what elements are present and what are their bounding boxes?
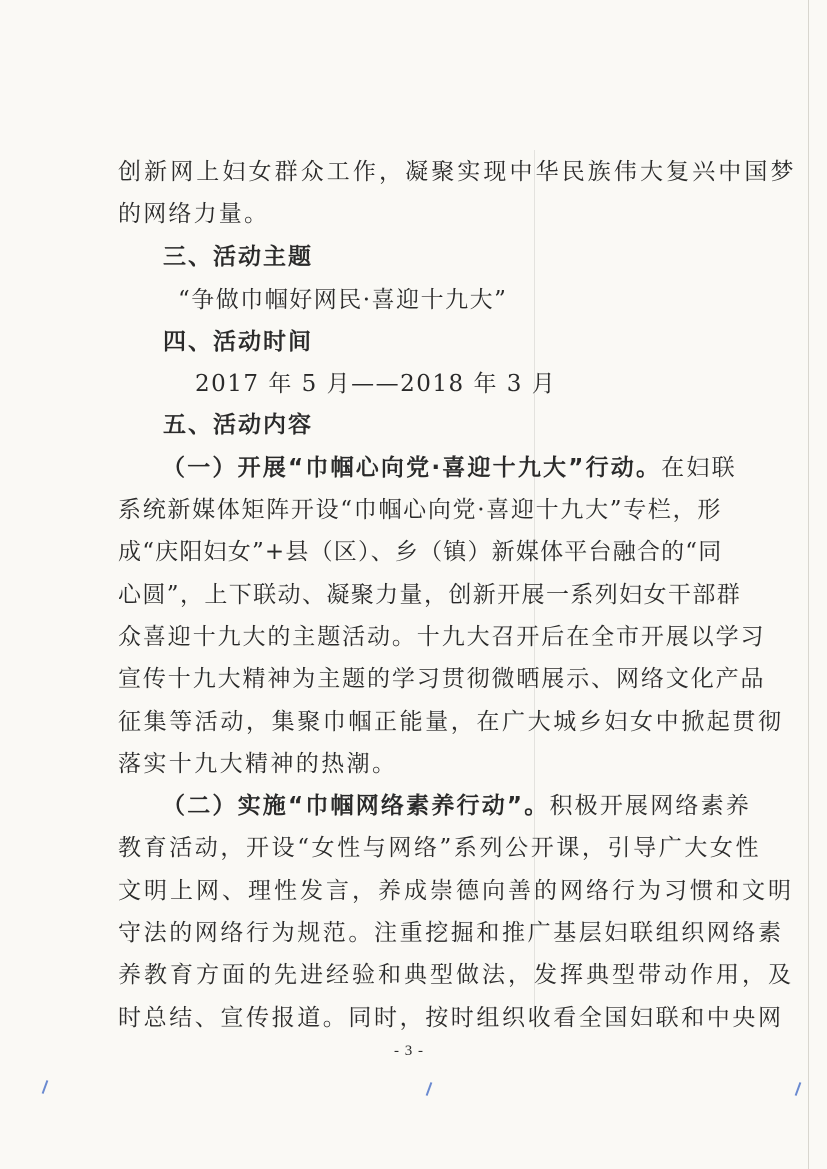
paragraph-1-first-line (162, 453, 737, 483)
body-line: 众喜迎十九大的主题活动。十九大召开后在全市开展以学习 (118, 624, 766, 650)
section-heading-theme: 三、活动主题 (163, 244, 313, 270)
page-edge (808, 0, 809, 1169)
scan-mark (795, 1082, 802, 1096)
paragraph-2-first-line (162, 791, 751, 821)
body-line: 成“庆阳妇女”+县（区）、乡（镇）新媒体平台融合的“同 (118, 539, 723, 565)
paragraph-2-text: 积极开展网络素养 (549, 793, 752, 819)
paragraph-2-heading: （二）实施“巾帼网络素养行动”。 (162, 793, 550, 819)
activity-time: 2017 年 5 月——2018 年 3 月 (195, 371, 557, 397)
body-line: 时总结、宣传报道。同时，按时组织收看全国妇联和中央网 (118, 1005, 784, 1031)
paragraph-1-heading: （一）开展“巾帼心向党·喜迎十九大”行动。 (162, 455, 662, 481)
scan-mark (42, 1080, 49, 1094)
section-heading-content: 五、活动内容 (163, 412, 313, 438)
body-line: 征集等活动，集聚巾帼正能量，在广大城乡妇女中掀起贯彻 (118, 709, 784, 735)
section-heading-time: 四、活动时间 (163, 329, 313, 355)
body-line: 落实十九大精神的热潮。 (118, 751, 398, 777)
paragraph-1-text: 在妇联 (661, 455, 737, 481)
body-line: 心圆”，上下联动、凝聚力量，创新开展一系列妇女干部群 (118, 582, 742, 608)
activity-theme: “争做巾帼好网民·喜迎十九大” (178, 287, 508, 313)
body-line: 创新网上妇女群众工作，凝聚实现中华民族伟大复兴中国梦 (118, 159, 797, 185)
body-line: 系统新媒体矩阵开设“巾帼心向党·喜迎十九大”专栏，形 (118, 497, 723, 523)
scan-mark (426, 1082, 433, 1096)
body-line: 宣传十九大精神为主题的学习贯彻微晒展示、网络文化产品 (118, 666, 766, 692)
page-number: - 3 - (394, 1043, 424, 1059)
body-line: 的网络力量。 (118, 201, 270, 227)
body-line: 教育活动，开设“女性与网络”系列公开课，引导广大女性 (118, 835, 762, 861)
body-line: 守法的网络行为规范。注重挖掘和推广基层妇联组织网络素 (118, 920, 784, 946)
body-line: 文明上网、理性发言，养成崇德向善的网络行为习惯和文明 (118, 878, 794, 904)
body-line: 养教育方面的先进经验和典型做法，发挥典型带动作用，及 (118, 962, 794, 988)
